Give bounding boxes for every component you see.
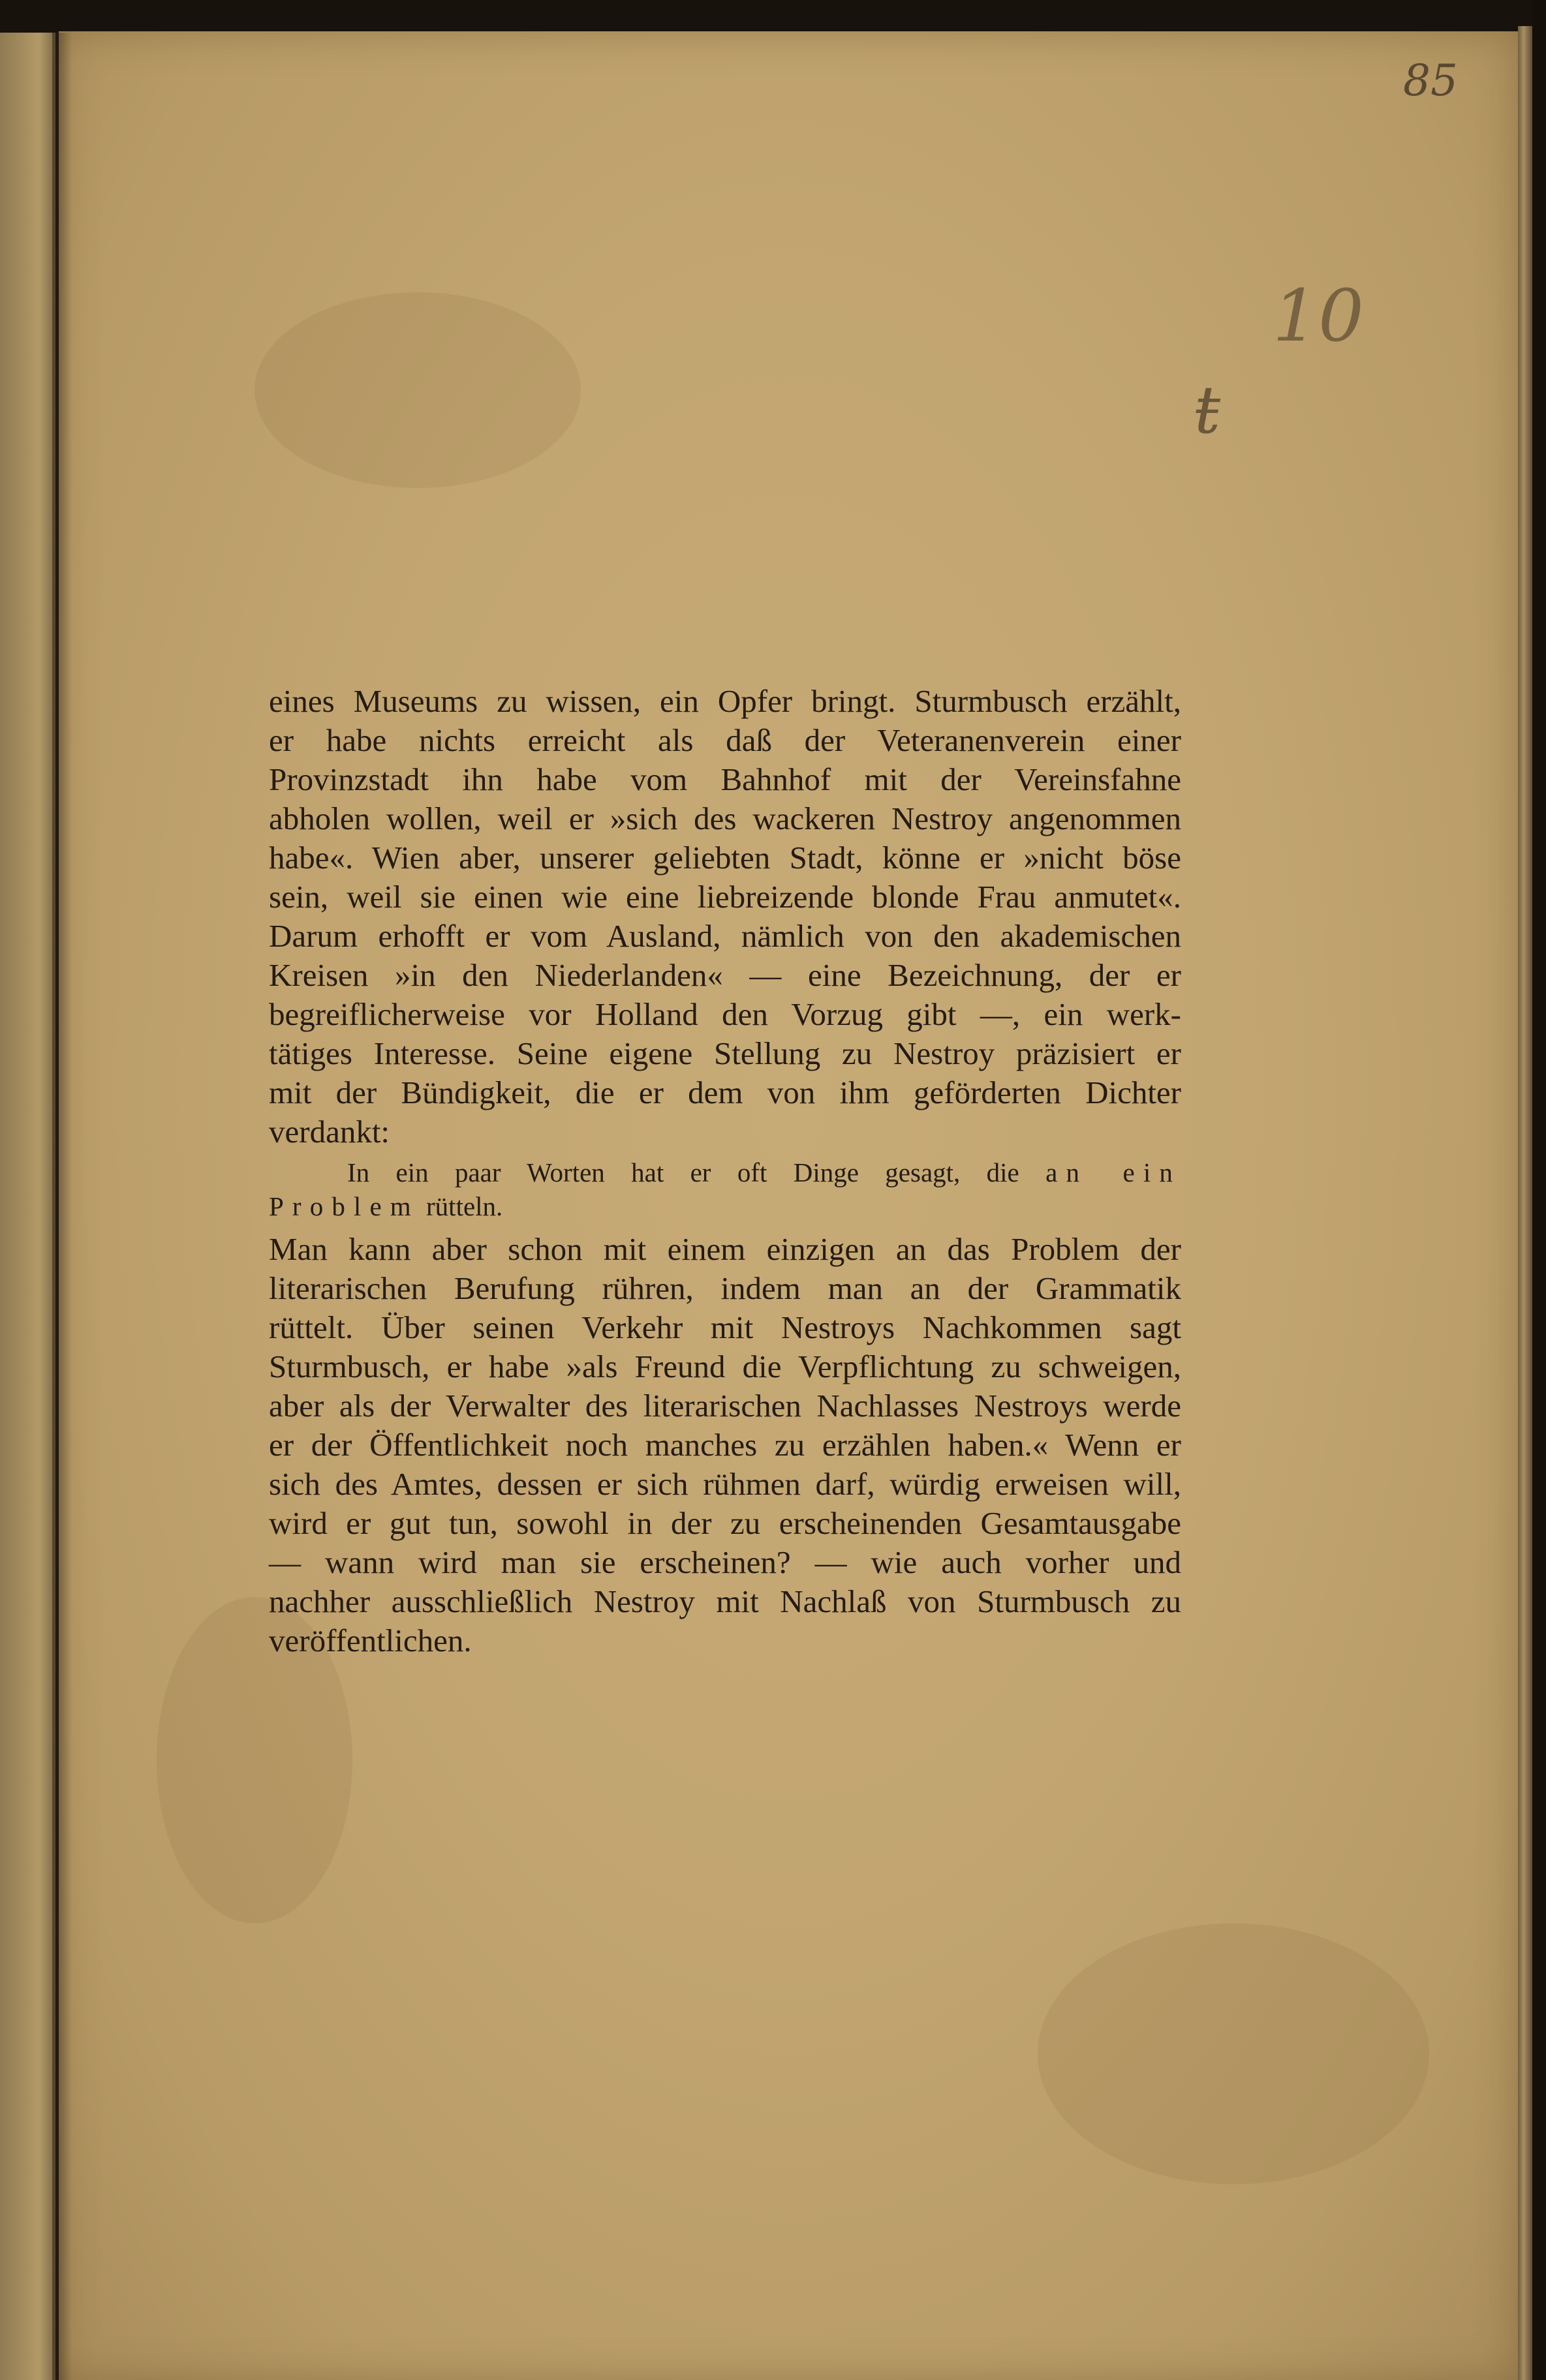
block-quote: [269, 1155, 1181, 1223]
text-line: veröffentlichen.: [269, 1623, 472, 1658]
page-stack-edge: [1518, 26, 1532, 2380]
text-line: Man kann aber schon mit einem einzigen an das Problem der: [269, 1231, 1181, 1267]
text-line: literarischen Berufung rühren, indem man an der Grammatik: [269, 1270, 1181, 1306]
text-line: sich des Amtes, dessen er sich rühmen darf, würdig erweisen will,: [269, 1466, 1181, 1502]
quote-line: [347, 1155, 1181, 1189]
text-line: wird er gut tun, sowohl in der zu erscheinenden Gesamtausgabe: [269, 1505, 1181, 1541]
handwritten-sheet-number: 10: [1273, 274, 1364, 358]
text-line: mit der Bündigkeit, die er dem von ihm geförderten Dichter: [269, 1075, 1181, 1110]
text-line: eines Museums zu wissen, ein Opfer bringt. Sturmbusch erzählt,: [269, 683, 1181, 719]
quote-emphasis: an ein: [1045, 1157, 1181, 1187]
text-line: sein, weil sie einen wie eine liebreizende blonde Frau anmutet«.: [269, 879, 1181, 915]
text-line: Darum erhofft er vom Ausland, nämlich von den akademischen: [269, 918, 1181, 954]
quote-line: [269, 1189, 1181, 1223]
body-text: [269, 682, 1181, 1660]
scanner-background-top: [0, 0, 1546, 33]
paper-stain: [255, 292, 581, 488]
scanner-background-right: [1532, 0, 1546, 2380]
text-line: Sturmbusch, er habe »als Freund die Verpflichtung zu schweigen,: [269, 1349, 1181, 1384]
quote-text: rütteln.: [426, 1191, 503, 1221]
text-line: verdankt:: [269, 1114, 390, 1150]
adjacent-page-edge: [0, 33, 55, 2380]
binding-gutter-shadow: [52, 33, 72, 2380]
text-line: habe«. Wien aber, unserer geliebten Stadt, könne er »nicht böse: [269, 840, 1181, 876]
text-line: er habe nichts erreicht als daß der Veteranenverein einer: [269, 722, 1181, 758]
text-line: — wann wird man sie erscheinen? — wie auch vorher und: [269, 1544, 1181, 1580]
text-line: er der Öffentlichkeit noch manches zu erzählen haben.« Wenn er: [269, 1427, 1181, 1463]
text-line: tätiges Interesse. Seine eigene Stellung zu Nestroy präzisiert er: [269, 1035, 1181, 1071]
text-line: Kreisen »in den Niederlanden« — eine Bezeichnung, der er: [269, 957, 1181, 993]
handwritten-folio-number: 85: [1403, 55, 1458, 106]
quote-emphasis: Problem: [269, 1191, 420, 1221]
paper-stain: [1038, 1923, 1429, 2184]
text-line: begreiflicherweise vor Holland den Vorzug gibt —, ein werk-: [269, 996, 1181, 1032]
text-line: abholen wollen, weil er »sich des wackeren Nestroy angenommen: [269, 801, 1181, 836]
text-line: Provinzstadt ihn habe vom Bahnhof mit der Vereinsfahne: [269, 761, 1181, 797]
text-line: aber als der Verwalter des literarischen Nachlasses Nestroys werde: [269, 1388, 1181, 1424]
text-line: rüttelt. Über seinen Verkehr mit Nestroys Nachkommen sagt: [269, 1309, 1181, 1345]
handwritten-archive-mark: ŧ: [1194, 372, 1221, 448]
quote-text: In ein paar Worten hat er oft Dinge gesagt, die: [347, 1157, 1019, 1187]
text-line: nachher ausschließlich Nestroy mit Nachlaß von Sturmbusch zu: [269, 1583, 1181, 1619]
